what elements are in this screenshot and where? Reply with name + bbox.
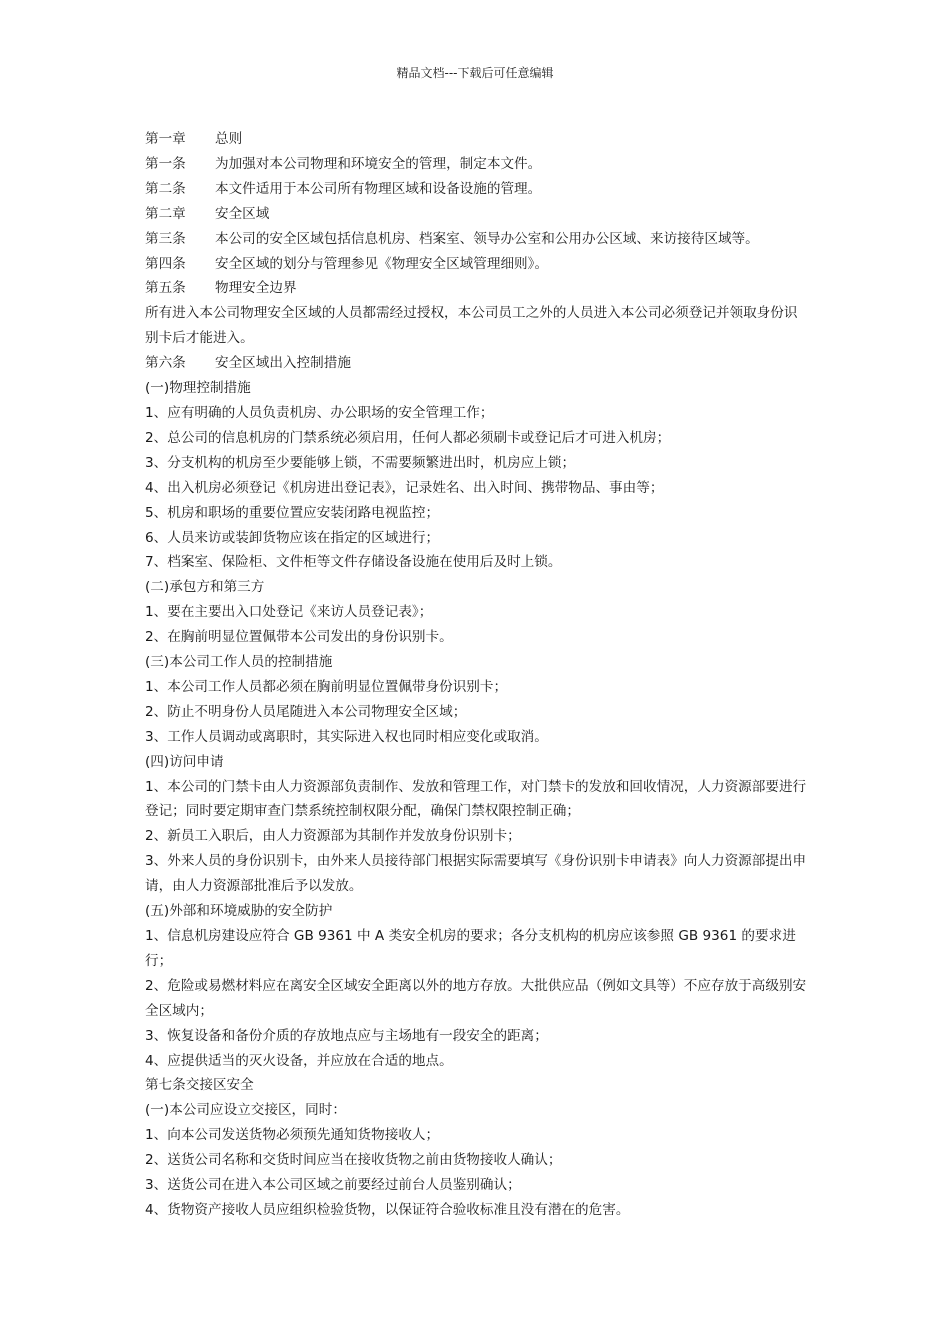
article-line xyxy=(145,152,807,177)
paragraph-line: 6、人员来访或装卸货物应该在指定的区域进行； xyxy=(145,529,440,546)
article-line xyxy=(145,127,807,152)
paragraph-line: 2、危险或易燃材料应在离安全区域安全距离以外的地方存放。大批供应品（例如文具等）不应存放于高级别安全区域内； xyxy=(145,977,807,1019)
article-label: 第二章 xyxy=(145,205,186,222)
paragraph-line: 2、新员工入职后，由人力资源部为其制作并发放身份识别卡； xyxy=(145,828,521,845)
article-text: 本公司的安全区域包括信息机房、档案室、领导办公室和公用办公区域、来访接待区域等。 xyxy=(215,230,759,247)
article-text: 物理安全边界 xyxy=(215,280,297,297)
article-label: 第一条 xyxy=(145,155,186,172)
paragraph-line: 1、信息机房建设应符合 GB 9361 中 A 类安全机房的要求；各分支机构的机房应该参照 GB 9361 的要求进行； xyxy=(145,928,796,969)
article-line xyxy=(145,202,807,227)
article-text: 为加强对本公司物理和环境安全的管理，制定本文件。 xyxy=(215,155,542,172)
page-header: 精品文档---下载后可任意编辑 xyxy=(396,66,554,80)
article-line xyxy=(145,177,807,202)
article-label: 第五条 xyxy=(145,280,186,297)
paragraph-line: 2、送货公司名称和交货时间应当在接收货物之前由货物接收人确认； xyxy=(145,1152,562,1169)
paragraph-line: 3、外来人员的身份识别卡，由外来人员接待部门根据实际需要填写《身份识别卡申请表》向人力资源部提出申请，由人力资源部批准后予以发放。 xyxy=(145,853,807,895)
article-text: 安全区域的划分与管理参见《物理安全区域管理细则》。 xyxy=(215,255,549,272)
paragraph-line: 7、档案室、保险柜、文件柜等文件存储设备设施在使用后及时上锁。 xyxy=(145,554,562,571)
paragraph-line: 5、机房和职场的重要位置应安装闭路电视监控； xyxy=(145,504,440,521)
document-body xyxy=(145,127,807,1223)
paragraph-line: 3、送货公司在进入本公司区域之前要经过前台人员鉴别确认； xyxy=(145,1177,521,1194)
paragraph-line: (一)物理控制措施 xyxy=(145,380,251,397)
article-text: 总则 xyxy=(215,131,243,147)
paragraph-line: 2、总公司的信息机房的门禁系统必须启用，任何人都必须刷卡或登记后才可进入机房； xyxy=(145,429,671,446)
paragraph-line: (四)访问申请 xyxy=(145,753,224,770)
article-label: 第三条 xyxy=(145,230,186,247)
article-label: 第四条 xyxy=(145,255,186,272)
paragraph-line: 4、应提供适当的灭火设备，并应放在合适的地点。 xyxy=(145,1052,453,1069)
article-text: 本文件适用于本公司所有物理区域和设备设施的管理。 xyxy=(215,180,542,197)
paragraph-line: 4、出入机房必须登记《机房进出登记表》，记录姓名、出入时间、携带物品、事由等； xyxy=(145,479,664,496)
paragraph-line: 2、防止不明身份人员尾随进入本公司物理安全区域； xyxy=(145,703,467,720)
paragraph-line: 所有进入本公司物理安全区域的人员都需经过授权，本公司员工之外的人员进入本公司必须登记并领取身份识别卡后才能进入。 xyxy=(145,305,798,347)
paragraph-line: 1、本公司工作人员都必须在胸前明显位置佩带身份识别卡； xyxy=(145,678,508,695)
article-line xyxy=(145,351,807,376)
paragraph-line: 3、恢复设备和备份介质的存放地点应与主场地有一段安全的距离； xyxy=(145,1027,548,1044)
paragraph-line: 3、工作人员调动或离职时，其实际进入权也同时相应变化或取消。 xyxy=(145,728,548,745)
paragraph-line: (五)外部和环境威胁的安全防护 xyxy=(145,903,333,920)
article-label: 第二条 xyxy=(145,180,186,197)
paragraph-line: (一)本公司应设立交接区，同时： xyxy=(145,1102,346,1119)
paragraph-line: 4、货物资产接收人员应组织检验货物，以保证符合验收标准且没有潜在的危害。 xyxy=(145,1201,630,1218)
paragraph-line: 2、在胸前明显位置佩带本公司发出的身份识别卡。 xyxy=(145,629,453,646)
paragraph-line: 3、分支机构的机房至少要能够上锁，不需要频繁进出时，机房应上锁； xyxy=(145,454,576,471)
article-line xyxy=(145,227,807,252)
paragraph-line: 1、本公司的门禁卡由人力资源部负责制作、发放和管理工作，对门禁卡的发放和回收情况，人力资源部要进行登记；同时要定期审查门禁系统控制权限分配，确保门禁权限控制正确； xyxy=(145,778,807,820)
paragraph-line: 1、应有明确的人员负责机房、办公职场的安全管理工作； xyxy=(145,404,494,421)
article-text: 安全区域出入控制措施 xyxy=(215,355,351,372)
paragraph-line: (三)本公司工作人员的控制措施 xyxy=(145,654,333,671)
paragraph-line: 1、要在主要出入口处登记《来访人员登记表》； xyxy=(145,604,433,621)
paragraph-line: 第七条交接区安全 xyxy=(145,1077,254,1094)
paragraph-line: 1、向本公司发送货物必须预先通知货物接收人； xyxy=(145,1127,440,1144)
paragraph-line: (二)承包方和第三方 xyxy=(145,579,265,596)
article-line xyxy=(145,252,807,277)
article-text: 安全区域 xyxy=(215,205,270,222)
article-label: 第六条 xyxy=(145,355,186,372)
article-label: 第一章 xyxy=(145,131,186,147)
article-line xyxy=(145,276,807,301)
